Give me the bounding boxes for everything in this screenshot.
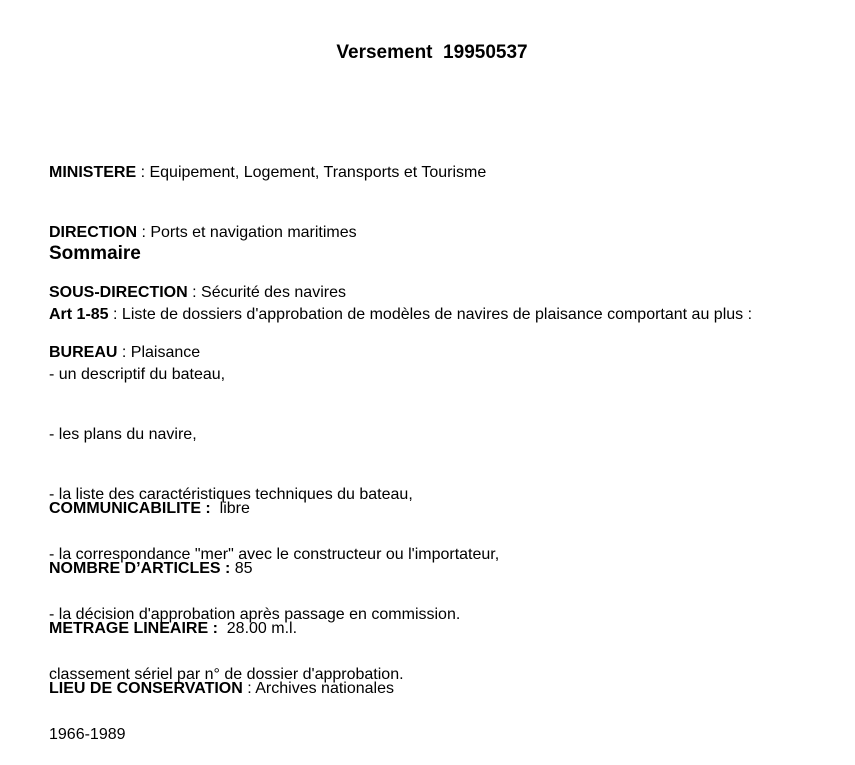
- field-value: Equipement, Logement, Transports et Tourisme: [149, 164, 487, 181]
- list-item: - la liste des caractéristiques techniques du bateau,: [49, 486, 413, 503]
- list-item: - la décision d'approbation après passage en commission.: [49, 606, 461, 623]
- field-separator: [211, 500, 220, 517]
- field-label: MINISTERE: [49, 164, 137, 181]
- field-ministere: [49, 163, 486, 183]
- field-nombre-articles: [49, 559, 394, 579]
- footer-fields: [49, 459, 394, 719]
- date-range: 1966-1989: [49, 726, 126, 743]
- page-title: Versement 19950537: [336, 42, 528, 63]
- sommaire-heading: Sommaire: [49, 243, 141, 264]
- field-separator: :: [242, 680, 256, 697]
- field-direction: [49, 223, 486, 243]
- field-separator: [218, 620, 227, 637]
- article-label: Art 1-85: [49, 306, 109, 323]
- classement-note: classement sériel par n° de dossier d'approbation.: [49, 666, 404, 683]
- field-communicabilite: [49, 499, 394, 519]
- field-label: METRAGE LINEAIRE :: [49, 620, 218, 637]
- article-separator: :: [108, 306, 122, 323]
- field-separator: :: [137, 224, 151, 241]
- field-label: NOMBRE D’ARTICLES :: [49, 560, 231, 577]
- article-line: [49, 305, 752, 325]
- field-value: Archives nationales: [255, 680, 394, 697]
- field-label: DIRECTION: [49, 224, 137, 241]
- field-separator: :: [117, 344, 131, 361]
- list-item: - les plans du navire,: [49, 426, 197, 443]
- field-value: Ports et navigation maritimes: [150, 224, 357, 241]
- field-value: 85: [234, 560, 253, 577]
- field-lieu-conservation: [49, 679, 394, 699]
- field-metrage-lineaire: [49, 619, 394, 639]
- article-text: Liste de dossiers d'approbation de modèles de navires de plaisance comportant au plus :: [121, 306, 753, 323]
- field-label: COMMUNICABILITE :: [49, 500, 211, 517]
- list-item: - un descriptif du bateau,: [49, 366, 226, 383]
- field-label: BUREAU: [49, 344, 118, 361]
- field-separator: :: [136, 164, 150, 181]
- field-separator: :: [187, 284, 202, 301]
- field-value: 28.00 m.l.: [226, 620, 298, 637]
- field-value: Sécurité des navires: [201, 284, 346, 301]
- list-item: - la correspondance "mer" avec le constructeur ou l'importateur,: [49, 546, 500, 563]
- field-label: SOUS-DIRECTION: [49, 284, 188, 301]
- field-value: libre: [219, 500, 250, 517]
- field-value: Plaisance: [130, 344, 201, 361]
- field-label: LIEU DE CONSERVATION: [49, 680, 243, 697]
